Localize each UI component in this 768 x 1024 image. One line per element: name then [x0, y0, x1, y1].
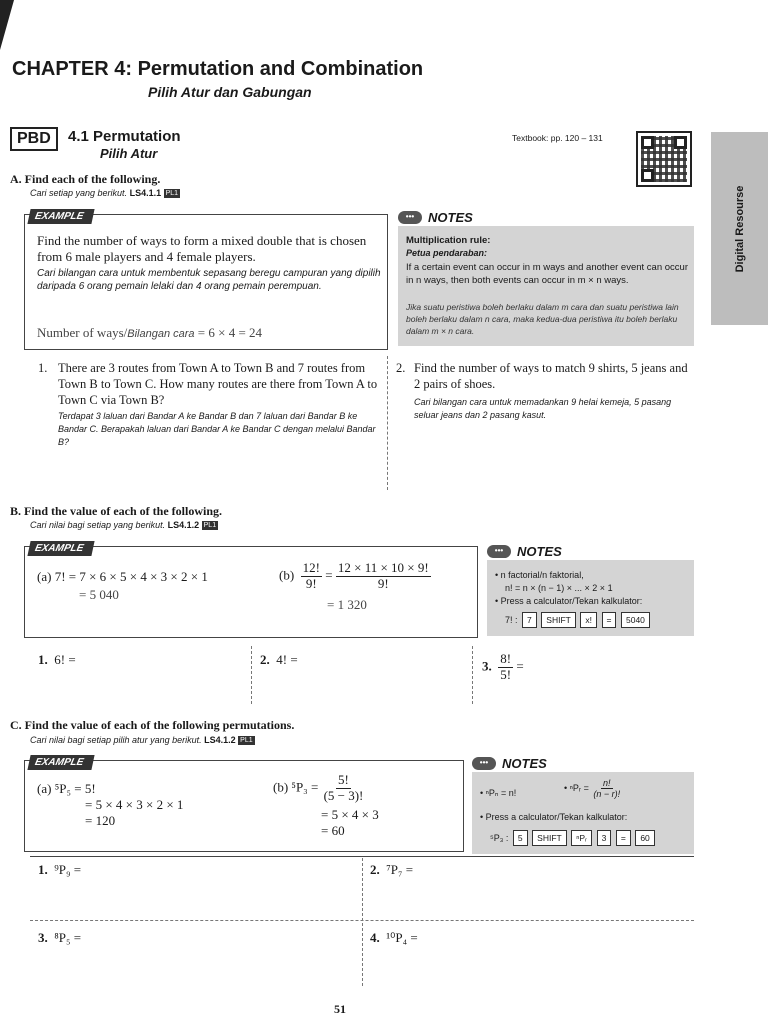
section-subtitle: Pilih Atur — [100, 146, 158, 161]
fraction: $\frac{12 \times 11 \times 10 \times 9!}{9!}$ — [337, 560, 429, 591]
question-c2: 2. ⁷P₇ = — [370, 862, 414, 877]
qr-finder — [641, 136, 654, 149]
example-c-a: (a) ⁵P₅ = 5! — [37, 781, 96, 796]
notes-formula-npn: • ⁿPₙ = n! — [480, 788, 517, 798]
qr-code[interactable] — [636, 131, 692, 187]
example-c-b: (b) ⁵P₃ = $\frac{5!}{(5 - 3)!}$ — [273, 772, 364, 803]
chapter-subtitle: Pilih Atur dan Gabungan — [148, 84, 312, 100]
example-c-b-step: = 5 × 4 × 3 — [321, 807, 379, 822]
fraction: $\frac{8!}{5!}$ — [500, 651, 512, 682]
calculator-key-sequence: ⁵P₃ : 5 SHIFT ⁿPᵣ 3 = 60 — [490, 830, 655, 846]
question-a2-en: Find the number of ways to match 9 shirts, 5 jeans and 2 pairs of shoes. — [414, 361, 688, 391]
part-b-heading: B. Find the value of each of the following. — [10, 504, 222, 518]
question-b1: 1. 6! = — [38, 652, 76, 667]
chapter-title: CHAPTER 4: Permutation and Combination — [12, 58, 424, 80]
part-a-heading: A. Find each of the following. — [10, 172, 161, 186]
notes-rule-en: Multiplication rule: — [406, 235, 491, 246]
question-c4: 4. ¹⁰P₄ = — [370, 930, 418, 945]
example-b-b-result: = 1 320 — [327, 597, 367, 612]
example-c-b-result: = 60 — [321, 823, 345, 838]
example-b-a-result: = 5 040 — [79, 587, 119, 602]
notes-factorial: • n factorial/n faktorial, — [495, 570, 584, 580]
example-answer: Number of ways/Bilangan cara = 6 × 4 = 24 — [37, 325, 263, 340]
question-number: 2. — [396, 361, 406, 375]
part-a-notes-box — [398, 210, 694, 346]
divider — [362, 858, 363, 986]
part-c-notes-box — [472, 756, 694, 854]
calculator-key: = — [616, 830, 631, 846]
example-tag: EXAMPLE — [27, 755, 95, 770]
digital-resource-label: Digital Resourse — [733, 185, 746, 272]
calculator-key: 5040 — [621, 612, 650, 628]
example-text-ms: Cari bilangan cara untuk membentuk sepasang beregu campuran yang dipilih daripada 6 orang pemain lelaki dan 4 orang pemain perempuan. — [37, 268, 381, 292]
part-a-subheading: Cari setiap yang berikut. LS4.1.1 PL1 — [30, 188, 179, 198]
calculator-key-sequence: 7! : 7 SHIFT x! = 5040 — [505, 612, 650, 628]
calculator-key: = — [602, 612, 617, 628]
divider — [472, 646, 473, 704]
calculator-key: 5 — [513, 830, 528, 846]
question-c1: 1. ⁹P₉ = — [38, 862, 82, 877]
calculator-key: SHIFT — [532, 830, 567, 846]
divider — [387, 356, 388, 490]
fraction: $\frac{5!}{(5 - 3)!}$ — [323, 772, 364, 803]
part-b-notes-box — [487, 544, 694, 636]
fraction: $\frac{n!}{(n - r)!}$ — [593, 778, 621, 800]
example-b-a: (a) 7! = 7 × 6 × 5 × 4 × 3 × 2 × 1 — [37, 569, 208, 584]
notes-formula-npr: • ⁿPᵣ = $\frac{n!}{(n - r)!}$ — [564, 778, 621, 800]
question-a2-ms: Cari bilangan cara untuk memadankan 9 helai kemeja, 5 pasang seluar jeans dan 2 pasang kasut. — [414, 397, 672, 420]
question-a1-ms: Terdapat 3 laluan dari Bandar A ke Bandar B dan 7 laluan dari Bandar B ke Bandar C. Berapakah laluan dari Bandar A ke Bandar C dengan melalui Bandar B? — [58, 411, 376, 447]
divider — [30, 856, 694, 857]
pbd-badge: PBD — [10, 127, 58, 151]
fraction: $\frac{12!}{9!}$ — [302, 560, 321, 591]
example-tag: EXAMPLE — [27, 209, 95, 224]
section-title: 4.1 Permutation — [68, 128, 181, 145]
speech-bubble-icon: ••• — [487, 545, 511, 558]
part-b-example-box — [24, 543, 478, 638]
part-a-example-box — [24, 211, 388, 350]
notes-calculator: • Press a calculator/Tekan kalkulator: — [480, 812, 628, 822]
speech-bubble-icon: ••• — [398, 211, 422, 224]
notes-text-ms: Jika suatu peristiwa boleh berlaku dalam m cara dan suatu peristiwa lain boleh berlaku dalam n cara, maka kedua-dua peristiwa itu boleh berlaku dalam m × n cara. — [406, 302, 679, 336]
part-c-example-box — [24, 757, 464, 852]
example-tag: EXAMPLE — [27, 541, 95, 556]
calculator-key: 60 — [635, 830, 654, 846]
divider — [251, 646, 252, 704]
page-number: 51 — [334, 1002, 346, 1016]
notes-rule-ms: Petua pendaraban: — [406, 248, 488, 258]
calculator-key: SHIFT — [541, 612, 576, 628]
question-a1-en: There are 3 routes from Town A to Town B and 7 routes from Town B to Town C. How many routes are there from Town A to Town C via Town B? — [58, 361, 378, 407]
notes-factorial-formula: n! = n × (n − 1) × ... × 2 × 1 — [505, 583, 613, 593]
calculator-key: x! — [580, 612, 597, 628]
example-text-en: Find the number of ways to form a mixed double that is chosen from 6 male players and 4 female players. — [37, 233, 367, 264]
notes-heading: ••• NOTES — [487, 544, 562, 559]
question-c3: 3. ⁸P₅ = — [38, 930, 82, 945]
textbook-reference: Textbook: pp. 120 – 131 — [512, 133, 603, 143]
digital-resource-tab[interactable] — [711, 132, 768, 325]
notes-text-en: If a certain event can occur in m ways and another event can occur in n ways, then both events can occur in m × n ways. — [406, 262, 688, 286]
calculator-key: 7 — [522, 612, 537, 628]
calculator-key: ⁿPᵣ — [571, 830, 592, 846]
question-b2: 2. 4! = — [260, 652, 298, 667]
notes-heading: ••• NOTES — [472, 756, 547, 771]
calculator-key: 3 — [597, 830, 612, 846]
notes-heading: ••• NOTES — [398, 210, 473, 225]
example-c-a-step: = 5 × 4 × 3 × 2 × 1 — [85, 797, 184, 812]
example-c-a-result: = 120 — [85, 813, 116, 828]
divider — [30, 920, 694, 921]
question-number: 1. — [38, 361, 48, 375]
example-b-b: (b) $\frac{12!}{9!}$ = $\frac{12 \times 11 \times 10 \times 9!}{9!}$ — [279, 560, 429, 591]
notes-calculator: • Press a calculator/Tekan kalkulator: — [495, 596, 643, 606]
question-b3: 3. $\frac{8!}{5!}$ = — [482, 651, 524, 682]
part-c-subheading: Cari nilai bagi setiap pilih atur yang berikut. LS4.1.2 PL1 — [30, 735, 253, 745]
page-corner-mark — [0, 0, 14, 50]
qr-finder — [641, 169, 654, 182]
part-c-heading: C. Find the value of each of the following permutations. — [10, 718, 295, 732]
qr-finder — [674, 136, 687, 149]
speech-bubble-icon: ••• — [472, 757, 496, 770]
part-b-subheading: Cari nilai bagi setiap yang berikut. LS4.1.2 PL1 — [30, 520, 217, 530]
